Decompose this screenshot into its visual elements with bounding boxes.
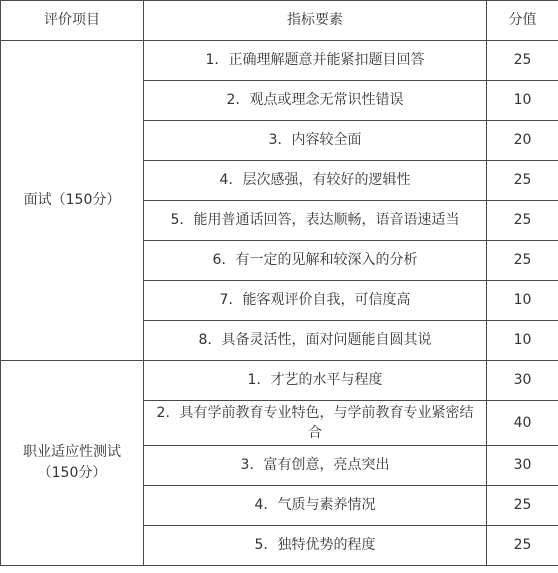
category-aptitude: 职业适应性测试（150分） [1,361,144,566]
indicator-cell: 1．正确理解题意并能紧扣题目回答 [144,41,487,81]
table-row [1,41,558,81]
table-row [1,361,558,401]
indicator-cell: 2．观点或理念无常识性错误 [144,81,487,121]
score-cell: 10 [487,81,558,121]
header-category: 评价项目 [1,1,144,41]
score-cell: 25 [487,526,558,566]
indicator-cell: 1．才艺的水平与程度 [144,361,487,401]
score-cell: 25 [487,201,558,241]
indicator-cell: 7．能客观评价自我，可信度高 [144,281,487,321]
indicator-cell: 2．具有学前教育专业特色，与学前教育专业紧密结合 [144,401,487,446]
indicator-cell: 4．层次感强，有较好的逻辑性 [144,161,487,201]
score-cell: 25 [487,241,558,281]
score-cell: 25 [487,41,558,81]
header-score: 分值 [487,1,558,41]
score-cell: 10 [487,281,558,321]
score-cell: 40 [487,401,558,446]
indicator-cell: 6．有一定的见解和较深入的分析 [144,241,487,281]
score-cell: 10 [487,321,558,361]
indicator-cell: 5．能用普通话回答，表达顺畅，语音语速适当 [144,201,487,241]
indicator-cell: 3．内容较全面 [144,121,487,161]
score-cell: 25 [487,161,558,201]
score-cell: 20 [487,121,558,161]
indicator-cell: 8．具备灵活性，面对问题能自圆其说 [144,321,487,361]
indicator-cell: 3．富有创意，亮点突出 [144,446,487,486]
score-cell: 25 [487,486,558,526]
header-row [1,1,558,41]
score-cell: 30 [487,446,558,486]
indicator-cell: 5．独特优势的程度 [144,526,487,566]
indicator-cell: 4．气质与素养情况 [144,486,487,526]
header-indicator: 指标要素 [144,1,487,41]
score-cell: 30 [487,361,558,401]
category-interview: 面试（150分） [1,41,144,361]
